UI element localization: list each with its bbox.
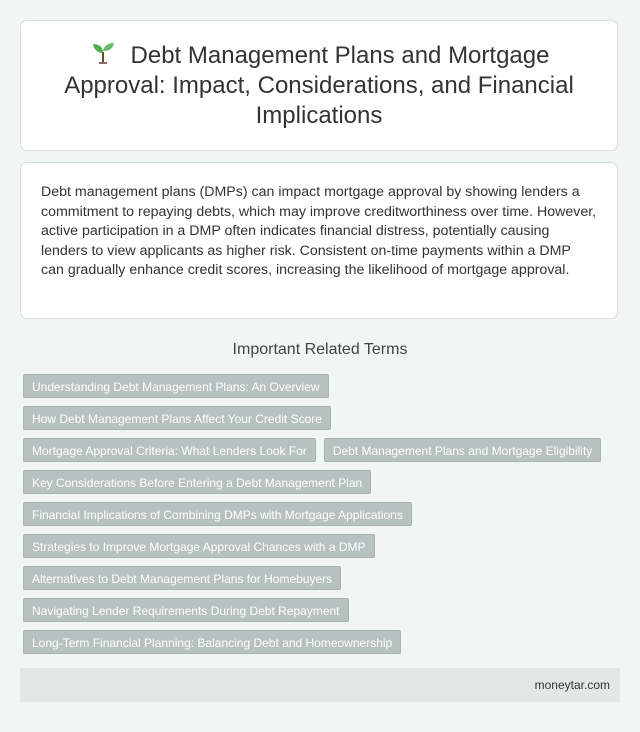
footer [20,668,620,702]
page-title-text: Debt Management Plans and Mortgage Approval: Impact, Considerations, and Financial Implications [64,41,574,129]
title-card [20,20,618,151]
related-term-tag[interactable]: Mortgage Approval Criteria: What Lenders Look For [23,438,316,462]
tag-row [23,406,603,438]
related-term-tag[interactable]: Long-Term Financial Planning: Balancing Debt and Homeownership [23,630,401,654]
related-terms-heading: Important Related Terms [232,341,408,358]
tag-row [23,630,603,662]
tag-row [23,598,603,630]
related-term-tag[interactable]: Debt Management Plans and Mortgage Eligibility [324,438,601,462]
related-terms-list [23,374,603,662]
related-term-tag[interactable]: Strategies to Improve Mortgage Approval Chances with a DMP [23,534,375,558]
summary-card [20,162,618,319]
footer-site-link[interactable]: moneytar.com [534,678,610,692]
related-term-tag[interactable]: Key Considerations Before Entering a Debt Management Plan [23,470,371,494]
tag-row [23,470,603,502]
summary-text: Debt management plans (DMPs) can impact mortgage approval by showing lenders a commitment to repaying debts, which may improve creditworthiness over time. However, active participation in a DMP often indicates financial distress, potentially causing lenders to view applicants as higher risk. Consistent on-time payments within a DMP can gradually enhance credit scores, increasing the likelihood of mortgage approval. [41,184,597,278]
page-title [51,41,587,131]
tag-row [23,502,603,534]
tag-row [23,438,603,470]
related-term-tag[interactable]: Navigating Lender Requirements During Debt Repayment [23,598,349,622]
related-term-tag[interactable]: How Debt Management Plans Affect Your Credit Score [23,406,331,430]
related-term-tag[interactable]: Understanding Debt Management Plans: An Overview [23,374,329,398]
tag-row [23,566,603,598]
related-term-tag[interactable]: Alternatives to Debt Management Plans for Homebuyers [23,566,341,590]
tag-row [23,374,603,406]
sprout-icon [89,42,117,64]
related-term-tag[interactable]: Financial Implications of Combining DMPs with Mortgage Applications [23,502,412,526]
tag-row [23,534,603,566]
